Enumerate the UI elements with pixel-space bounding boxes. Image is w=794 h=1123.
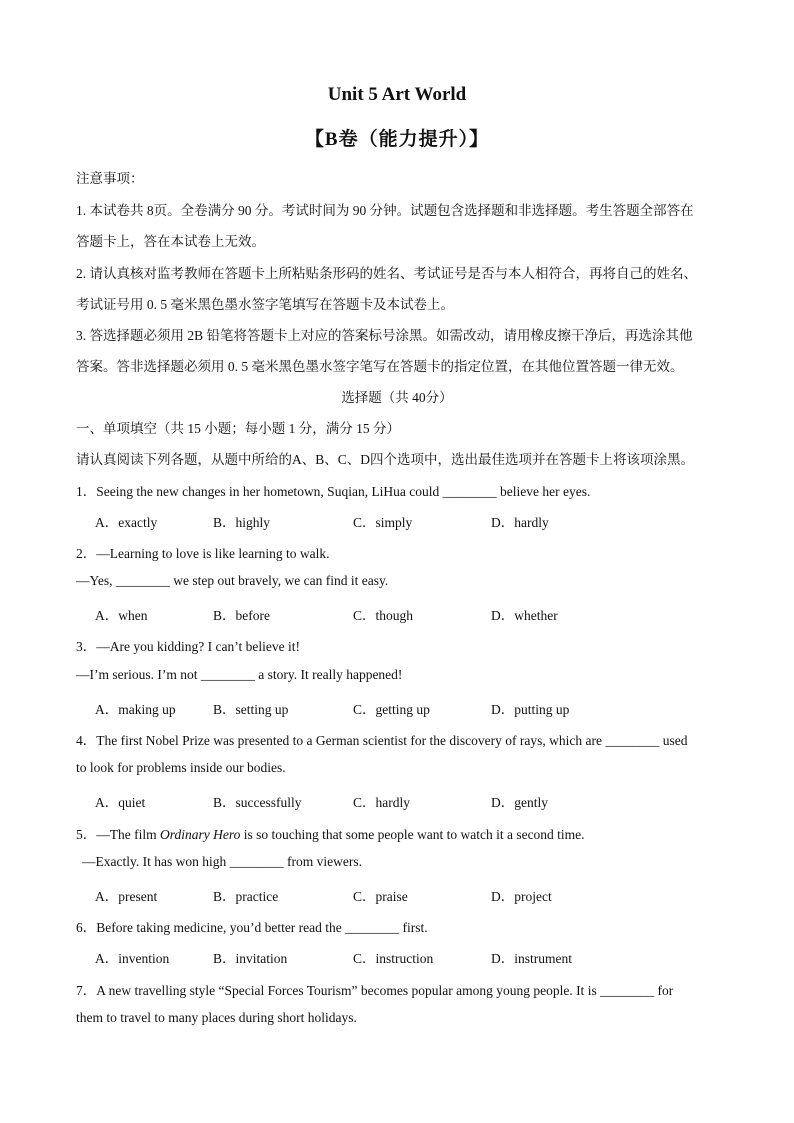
option-b: B．setting up xyxy=(213,702,289,717)
option-b: B．invitation xyxy=(213,951,288,966)
question-stem: 2．—Learning to love is like learning to walk. xyxy=(76,546,330,561)
option-a: A．present xyxy=(95,889,158,904)
question-stem: them to travel to many places during short holidays. xyxy=(76,1010,357,1025)
notice-line: 答案。答非选择题必须用 0. 5 毫米黑色墨水签字笔写在答题卡的指定位置，在其他位置答题一律无效。 xyxy=(76,359,684,374)
option-d: D．gently xyxy=(491,795,548,810)
option-c: C．instruction xyxy=(353,951,434,966)
question-stem: 7．A new travelling style “Special Forces Tourism” becomes popular among young people. It is ________ for xyxy=(76,983,674,998)
option-a: A．quiet xyxy=(95,795,146,810)
option-d: D．hardly xyxy=(491,515,549,530)
option-c: C．getting up xyxy=(353,702,430,717)
question-stem: —Exactly. It has won high ________ from viewers. xyxy=(82,854,362,869)
question-stem: 3．—Are you kidding? I can’t believe it! xyxy=(76,639,300,654)
option-a: A．exactly xyxy=(95,515,158,530)
question-stem: —Yes, ________ we step out bravely, we can find it easy. xyxy=(76,573,389,588)
notice-line: 3. 答选择题必须用 2B 铅笔将答题卡上对应的答案标号涂黑。如需改动，请用橡皮擦干净后，再选涂其他 xyxy=(76,328,693,343)
paper-subtitle: 【B卷（能力提升）】 xyxy=(304,129,490,150)
option-a: A．when xyxy=(95,608,148,623)
option-b: B．successfully xyxy=(213,795,302,810)
question-stem: 1．Seeing the new changes in her hometown, Suqian, LiHua could ________ believe her eyes. xyxy=(76,484,591,499)
option-a: A．making up xyxy=(95,702,176,717)
notice-line: 考试证号用 0. 5 毫米黑色墨水签字笔填写在答题卡及本试卷上。 xyxy=(76,297,454,312)
option-d: D．whether xyxy=(491,608,558,623)
option-c: C．though xyxy=(353,608,414,623)
stem-text: is so touching that some people want to watch it a second time. xyxy=(240,827,585,842)
question-stem xyxy=(76,823,585,843)
option-c: C．praise xyxy=(353,889,408,904)
option-b: B．highly xyxy=(213,515,271,530)
option-b: B．practice xyxy=(213,889,279,904)
question-stem: —I’m serious. I’m not ________ a story. It really happened! xyxy=(76,667,403,682)
option-d: D．instrument xyxy=(491,951,572,966)
question-stem: 6．Before taking medicine, you’d better read the ________ first. xyxy=(76,920,428,935)
notice-line: 1. 本试卷共 8页。全卷满分 90 分。考试时间为 90 分钟。试题包含选择题和非选择题。考生答题全部答在 xyxy=(76,203,694,218)
option-a: A．invention xyxy=(95,951,170,966)
option-c: C．simply xyxy=(353,515,413,530)
question-stem: to look for problems inside our bodies. xyxy=(76,760,286,775)
part-heading: 一、单项填空（共 15 小题；每小题 1 分，满分 15 分） xyxy=(76,421,400,436)
page-title: Unit 5 Art World xyxy=(327,84,467,105)
notice-heading: 注意事项： xyxy=(76,171,144,186)
notice-line: 答题卡上，答在本试卷上无效。 xyxy=(76,234,265,249)
notice-line: 2. 请认真核对监考教师在答题卡上所粘贴条形码的姓名、考试证号是否与本人相符合，再将自己的姓名、 xyxy=(76,266,697,281)
question-stem: 4．The first Nobel Prize was presented to a German scientist for the discovery of rays, which are ________ used xyxy=(76,733,688,748)
part-instruction: 请认真阅读下列各题，从题中所给的A、B、C、D四个选项中，选出最佳选项并在答题卡上将该项涂黑。 xyxy=(76,452,695,467)
section-title: 选择题（共 40分） xyxy=(341,390,453,405)
film-title: Ordinary Hero xyxy=(160,827,241,842)
option-d: D．putting up xyxy=(491,702,570,717)
stem-text: 5．—The film xyxy=(76,827,160,842)
option-c: C．hardly xyxy=(353,795,410,810)
option-b: B．before xyxy=(213,608,270,623)
option-d: D．project xyxy=(491,889,552,904)
